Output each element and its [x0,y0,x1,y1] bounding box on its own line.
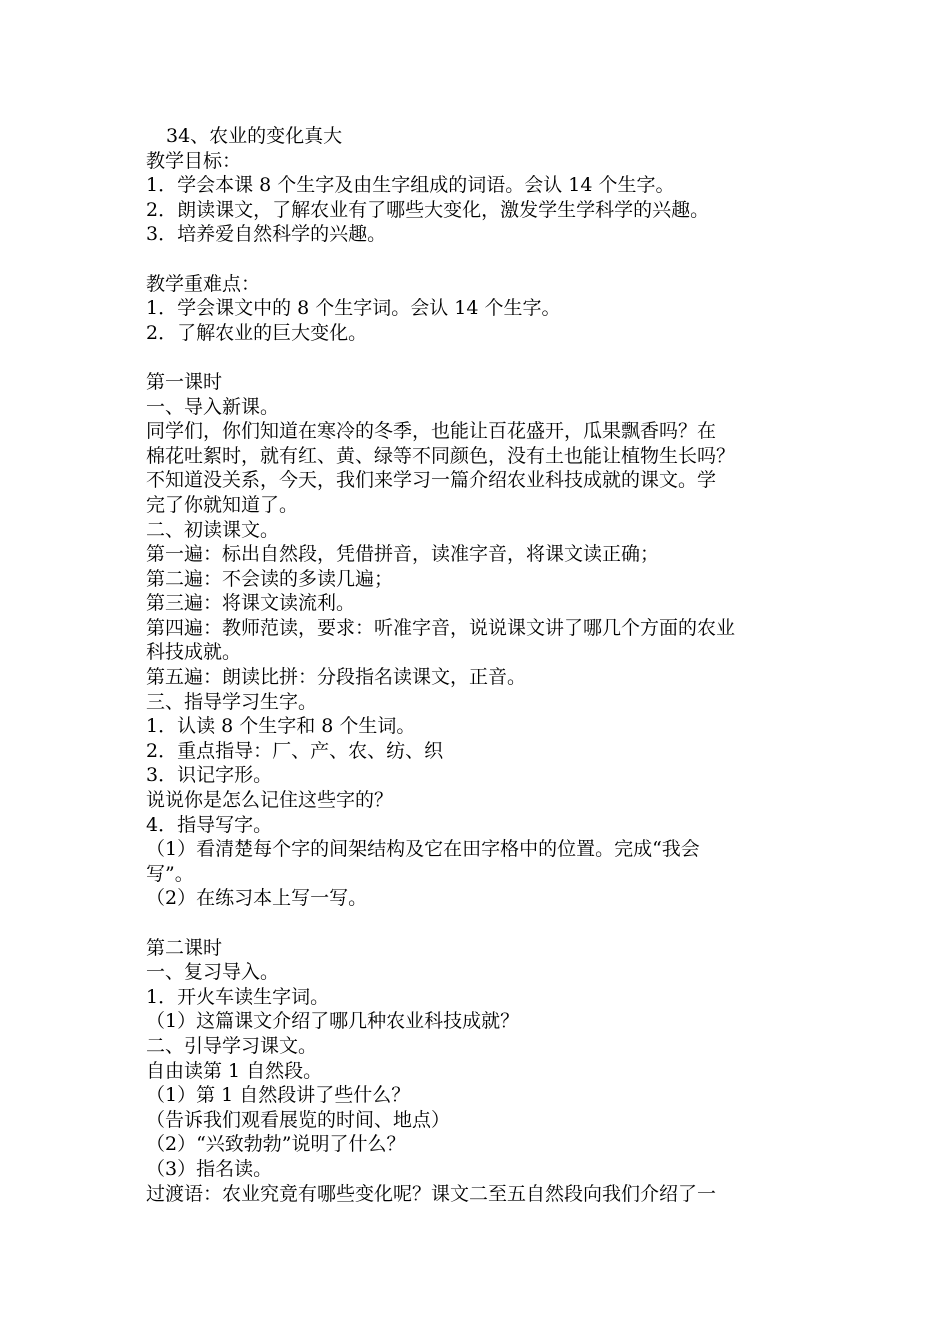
lesson1-chars-line: 1．认读 8 个生字和 8 个生词。 [146,715,416,738]
lesson1-heading: 第一课时 [146,370,223,393]
document-page [146,124,811,1206]
lesson2-guide-line: （3）指名读。 [146,1157,273,1180]
document-title: 34、农业的变化真大 [166,125,343,147]
lesson2-heading: 第二课时 [146,936,223,959]
key-point-item: 1．学会课文中的 8 个生字词。会认 14 个生字。 [146,297,561,320]
lesson1-intro-heading: 一、导入新课。 [146,395,280,418]
lesson1-reading-line: 第四遍：教师范读，要求：听准字音，说说课文讲了哪几个方面的农业 [146,616,736,639]
lesson2-guide-line: （1）第 1 自然段讲了些什么？ [146,1084,411,1107]
lesson2-review-heading: 一、复习导入。 [146,961,280,984]
lesson1-reading-line: 第一遍：标出自然段，凭借拼音，读准字音，将课文读正确； [146,543,660,566]
lesson1-reading-line: 第二遍：不会读的多读几遍； [146,567,394,590]
blank-line [146,911,811,936]
lesson2-review-line: （1）这篇课文介绍了哪几种农业科技成就？ [146,1010,520,1033]
lesson1-chars-heading: 三、指导学习生字。 [146,690,318,713]
goals-heading: 教学目标： [146,149,242,172]
lesson2-review-line: 1．开火车读生字词。 [146,985,330,1008]
key-point-item: 2．了解农业的巨大变化。 [146,321,368,344]
lesson1-reading-line: 第五遍：朗读比拼：分段指名读课文，正音。 [146,666,527,689]
lesson1-intro-line: 同学们，你们知道在寒冷的冬季，也能让百花盛开，瓜果飘香吗？在 [146,420,717,443]
lesson2-guide-line: 过渡语：农业究竟有哪些变化呢？课文二至五自然段向我们介绍了一 [146,1182,717,1205]
lesson1-chars-line: 写”。 [146,862,194,885]
lesson1-intro-line: 不知道没关系，今天，我们来学习一篇介绍农业科技成就的课文。学 [146,469,717,492]
lesson1-chars-line: 说说你是怎么记住这些字的？ [146,789,394,812]
goal-item: 3．培养爱自然科学的兴趣。 [146,223,387,246]
lesson2-guide-line: （告诉我们观看展览的时间、地点） [146,1108,451,1131]
lesson1-chars-line: 2．重点指导：厂、产、农、纺、织 [146,739,444,762]
lesson1-chars-line: （2）在练习本上写一写。 [146,887,368,910]
blank-line [146,247,811,272]
lesson1-chars-line: （1）看清楚每个字的间架结构及它在田字格中的位置。完成“我会 [146,838,700,861]
lesson2-guide-line: 自由读第 1 自然段。 [146,1059,323,1082]
key-points-heading: 教学重难点： [146,272,261,295]
blank-line [146,345,811,370]
lesson2-guide-line: （2）“兴致勃勃”说明了什么？ [146,1133,406,1156]
goal-item: 2．朗读课文，了解农业有了哪些大变化，激发学生学科学的兴趣。 [146,198,710,221]
lesson1-reading-heading: 二、初读课文。 [146,518,280,541]
lesson1-reading-line: 科技成就。 [146,641,242,664]
lesson1-intro-line: 棉花吐絮时，就有红、黄、绿等不同颜色，没有土也能让植物生长吗？ [146,444,736,467]
lesson1-reading-line: 第三遍：将课文读流利。 [146,592,356,615]
goal-item: 1．学会本课 8 个生字及由生字组成的词语。会认 14 个生字。 [146,174,675,197]
lesson2-guide-heading: 二、引导学习课文。 [146,1034,318,1057]
lesson1-intro-line: 完了你就知道了。 [146,493,299,516]
lesson1-chars-line: 3．识记字形。 [146,764,273,787]
lesson1-chars-line: 4．指导写字。 [146,813,273,836]
